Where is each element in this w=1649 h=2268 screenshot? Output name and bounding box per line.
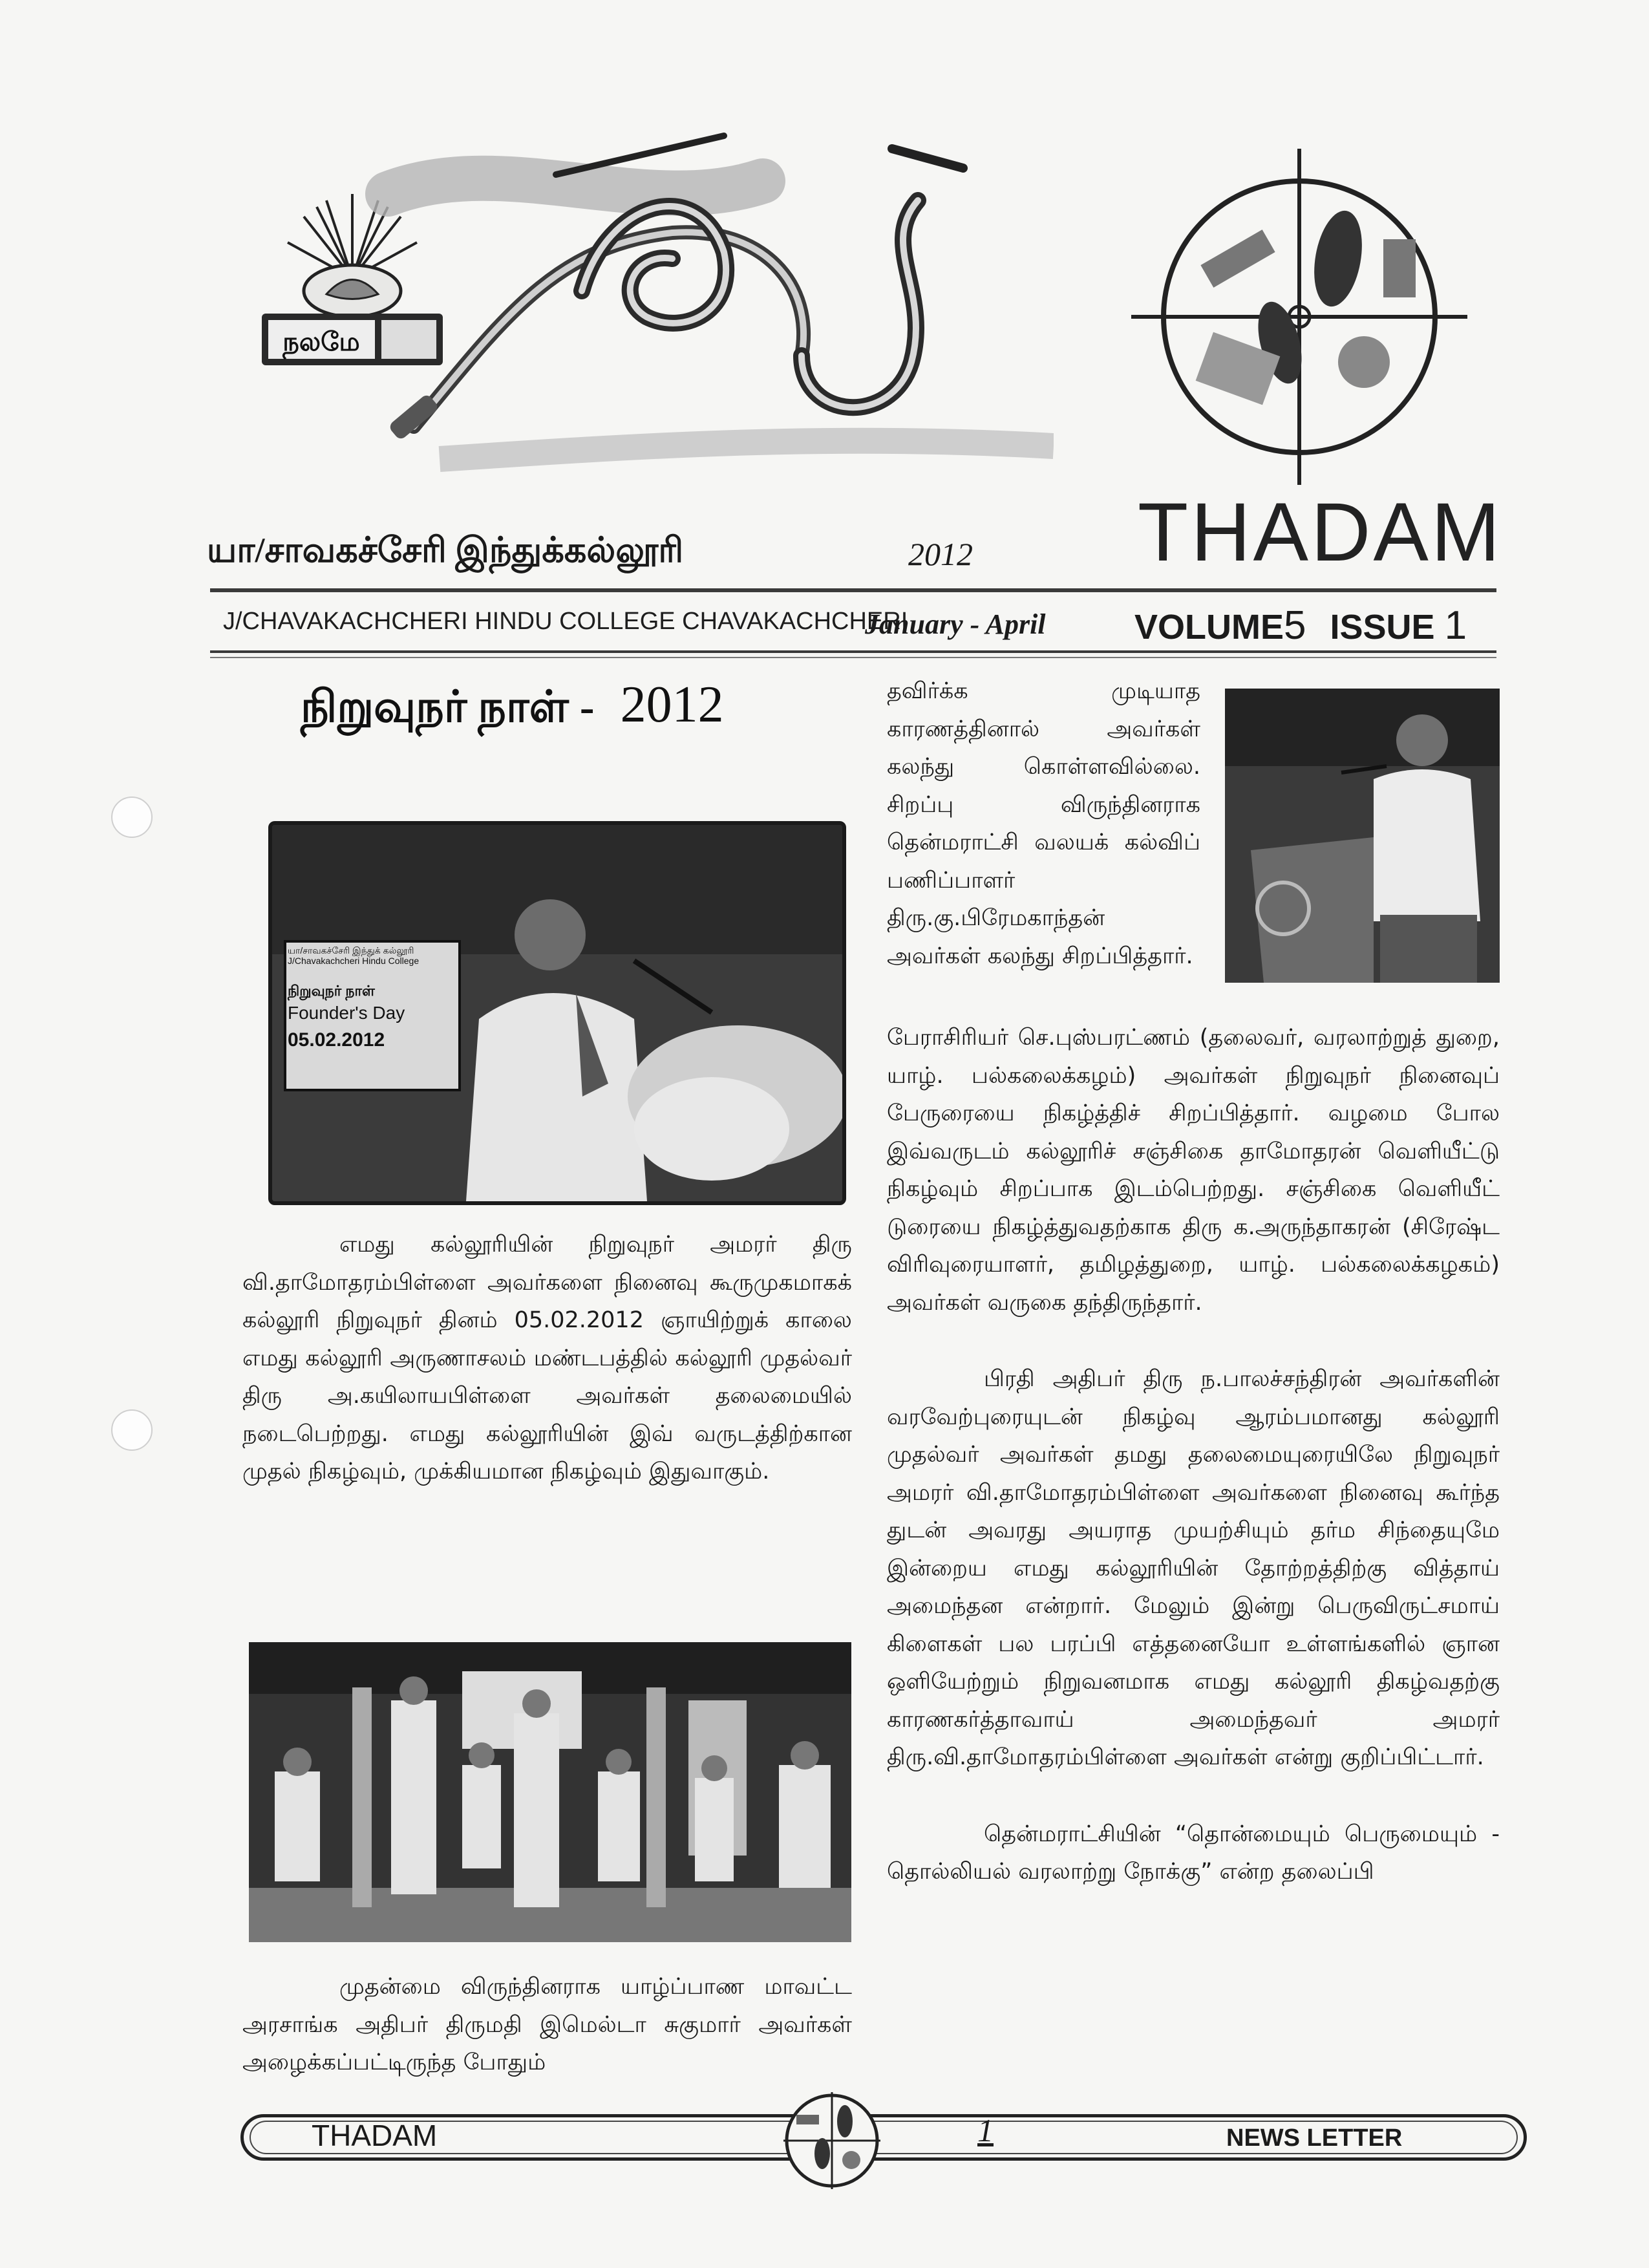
article-right-column-full: [887, 1019, 1500, 1891]
photo-lecturer-scene: [1225, 689, 1500, 983]
thadam-stylized-title-logo: [310, 123, 1054, 472]
masthead-rule-bottom: [210, 650, 1496, 653]
issue-date-range: January - April: [865, 608, 1046, 640]
issue-number: 1: [1444, 603, 1467, 648]
page-footer: [240, 2105, 1527, 2170]
masthead-title: THADAM: [1138, 486, 1503, 579]
masthead-rule-top: [210, 588, 1496, 592]
article-paragraph-2: முதன்மை விருந்தினராக யாழ்ப்பாண மாவட்ட அரசாங்க அதிபர் திருமதி இமெல்டா சுகுமார் அவர்கள் அழைக்கப்பட்டிருந்த போதும்: [242, 1974, 852, 2075]
article-left-column-top: [242, 1226, 852, 1491]
article-paragraph-5: பிரதி அதிபர் திரு ந.பாலச்சந்திரன் அவர்களின் வரவேற்புரையுடன் நிகழ்வு ஆரம்பமானது கல்லூரி முதல்வர் அவர்கள் தமது தலைமையுரையிலே நிறுவுநர் அமரர் வி.தாமோதரம்பிள்ளை அவர்களை நினைவு கூர்ந்த துடன் அவரது அயராத முயற்சியும் தர்ம சிந்தையுமே இன்றைய எமது கல்லூரியின் தோற்றத்திற்கு வித்தாய் அமைந்தன என்றார். மேலும் இன்று பெருவிருட்சமாய் கிளைகள் பல பரப்பி எத்தனையோ உள்ளங்களில் ஞான ஒளியேற்றும் நிறுவனமாக எமது கல்லூரி திகழ்வதற்கு காரணகர்த்தாவாய் அமைந்தவர் அமரர் திரு.வி.தாமோதரம்பிள்ளை அவர்கள் என்று குறிப்பிட்டார்.: [887, 1366, 1500, 1770]
volume-number: 5: [1284, 603, 1306, 648]
footer-newsletter-label: NEWS LETTER: [1226, 2124, 1403, 2152]
masthead-year: 2012: [908, 536, 973, 572]
article-paragraph-6: தென்மராட்சியின் “தொன்மையும் பெருமையும் - தொல்லியல் வரலாற்று நோக்கு” என்ற தலைப்பி: [887, 1821, 1500, 1885]
article-paragraph-3: தவிர்க்க முடியாத காரணத்தினால் அவர்கள் கலந்து கொள்ளவில்லை. சிறப்பு விருந்தினராக தென்மராட்சி வலயக் கல்விப் பணிப்பாளர் திரு.கு.பிரேமகாந்தன் அவர்கள் கலந்து சிறப்பித்தார்.: [887, 678, 1200, 969]
masthead: [207, 103, 1503, 582]
crest-motto: நலமே: [282, 327, 360, 356]
volume-issue: [1134, 603, 1467, 648]
photo-stage-group: [249, 1642, 851, 1942]
photo-speaker-podium: [268, 821, 846, 1205]
college-name-tamil: யா/சாவகச்சேரி இந்துக்கல்லூரி: [207, 531, 684, 570]
footer-emblem-icon: [777, 2086, 887, 2196]
footer-page-number: 1: [977, 2112, 994, 2148]
photo-stage-scene: [249, 1642, 851, 1942]
binder-hole-top: [111, 797, 153, 838]
masthead-rule-thin: [210, 657, 1496, 658]
article-paragraph-4: பேராசிரியர் செ.புஸ்பரட்ணம் (தலைவர், வரலாற்றுத் துறை, யாழ். பல்கலைக்கழம்) அவர்கள் நிறுவுநர் நினைவுப் பேருரையை நிகழ்த்திச் சிறப்பித்தார். வழமை போல இவ்வருடம் கல்லூரிச் சஞ்சிகை தாமோதரன் வெளியீட்டு நிகழ்வும் சிறப்பாக இடம்பெற்றது. சஞ்சிகை வெளியீட் டுரையை நிகழ்த்துவதற்காக திரு க.அருந்தாகரன் (சிரேஷ்ட விரிவுரையாளர், தமிழத்துறை, யாழ். பல்கலைக்கழகம்) அவர்கள் வருகை தந்திருந்தார்.: [887, 1025, 1500, 1316]
issue-label: ISSUE: [1330, 608, 1435, 647]
banner-line5: 05.02.2012: [288, 1029, 385, 1051]
banner-line2: J/Chavakachcheri Hindu College: [288, 956, 420, 967]
footer-publication-name: THADAM: [312, 2119, 438, 2152]
binder-hole-bottom: [111, 1409, 153, 1451]
college-name-english: J/CHAVAKACHCHERI HINDU COLLEGE CHAVAKACHCHERI: [223, 608, 908, 635]
volume-label: VOLUME: [1134, 608, 1284, 647]
article-left-column-bottom: [242, 1968, 852, 2082]
article-right-column-narrow: [887, 672, 1200, 975]
headline-text: நிறுவுநர் நாள் -: [301, 682, 595, 731]
emblem-crosshair-logo: [1131, 149, 1467, 485]
article-paragraph-1: எமது கல்லூரியின் நிறுவுநர் அமரர் திரு வி.தாமோதரம்பிள்ளை அவர்களை நினைவு கூருமுகமாகக் கல்லூரி நிறுவுநர் தினம் 05.02.2012 ஞாயிற்றுக் காலை எமது கல்லூரி அருணாசலம் மண்டபத்தில் கல்லூரி முதல்வர் திரு அ.கயிலாயபிள்ளை அவர்கள் தலைமையில் நடைபெற்றது. எமது கல்லூரியின் இவ் வருடத்திற்கான முதல் நிகழ்வும், முக்கியமான நிகழ்வும் இதுவாகும்.: [242, 1232, 852, 1484]
banner-line4: Founder's Day: [288, 1003, 405, 1023]
photo-banner-text: [288, 945, 457, 1051]
banner-line3: நிறுவுநர் நாள்: [288, 983, 375, 1000]
photo-lecturer: [1225, 689, 1500, 983]
headline-year: 2012: [620, 676, 724, 733]
banner-line1: யா/சாவகச்சேரி இந்துக் கல்லூரி: [288, 945, 414, 956]
article-headline: [301, 676, 724, 738]
